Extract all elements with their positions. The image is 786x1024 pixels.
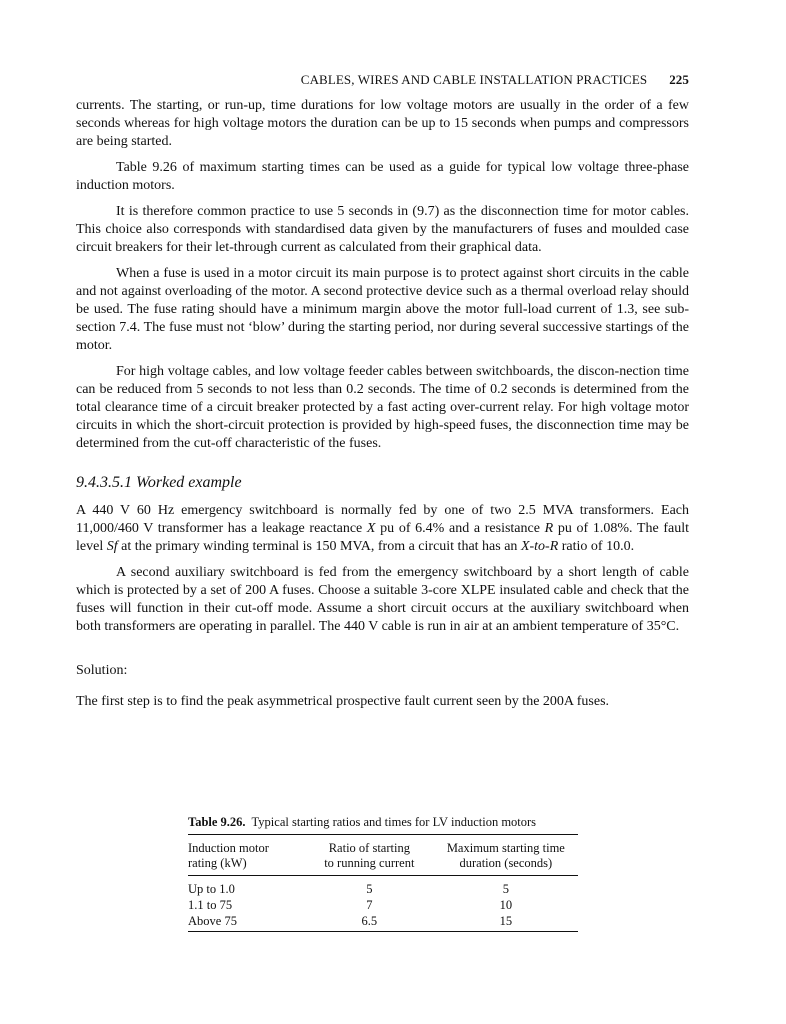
running-header (76, 72, 689, 88)
table-cell: 6.5 (305, 913, 434, 932)
paragraph-3: It is therefore common practice to use 5 seconds in (9.7) as the disconnection time for motor cables. This choice also corresponds with standardised data given by the manufacturers of fuses and moulded case circuit breakers for their let-through current as calculated from their graphical data. (76, 204, 689, 255)
var-x: X (366, 521, 376, 536)
page-number: 225 (669, 72, 689, 87)
table-cell: Up to 1.0 (188, 882, 235, 896)
paragraph-5: For high voltage cables, and low voltage feeder cables between switchboards, the discon-nection time can be reduced from 5 seconds to not less than 0.2 seconds. The time of 0.2 seconds is determined from the total clearance time of a circuit breaker protected by a fast acting over-current relay. For high voltage motor circuits in which the short-circuit protection is provided by high-speed fuses, the disconnection time may be determined from the cut-off characteristic of the fuses. (76, 364, 689, 451)
table-header-cell: Ratio of starting (305, 835, 434, 857)
table-caption (188, 815, 578, 830)
table-cell: 15 (434, 913, 578, 932)
table-row (188, 876, 578, 898)
table-cell: Above 75 (188, 913, 305, 932)
table-cell: 1.1 to 75 (188, 898, 233, 912)
page-body (76, 97, 689, 719)
table-header-cell: duration (seconds) (434, 856, 578, 876)
table-9-26 (188, 815, 578, 932)
paragraph-1: currents. The starting, or run-up, time durations for low voltage motors are usually in the order of a few seconds whereas for high voltage motors the duration can be up to 15 seconds when pumps and compressors are being started. (76, 98, 689, 149)
example-paragraph-2: A second auxiliary switchboard is fed from the emergency switchboard by a short length of cable which is protected by a set of 200 A fuses. Choose a suitable 3-core XLPE insulated cable and check that the fuses will function in their cut-off mode. Assume a short circuit occurs at the auxiliary switchboard when both transformers are operating in parallel. The 440 V cable is run in air at an ambient temperature of 35°C. (76, 565, 689, 634)
table-label: Table 9.26. (188, 815, 246, 829)
section-heading: 9.4.3.5.1 Worked example (76, 474, 242, 491)
table-row (188, 913, 578, 932)
table-cell: 5 (366, 882, 373, 896)
var-sf: Sf (106, 539, 118, 554)
table-cell: 10 (499, 898, 513, 912)
table-header-cell: Maximum starting time (434, 835, 578, 857)
table-cell: 5 (502, 882, 509, 896)
paragraph-4: When a fuse is used in a motor circuit its main purpose is to protect against short circuits in the cable and not against overloading of the motor. A second protective device such as a thermal overload relay should be used. The fuse rating should have a minimum margin above the motor full-load current of 1.3, see sub-section 7.4. The fuse must not ‘blow’ during the starting period, nor during several successive startings of the motor. (76, 266, 689, 353)
example-paragraph-1: A 440 V 60 Hz emergency switchboard is normally fed by one of two 2.5 MVA transformers. Each 11,000/460 V transformer has a leakage reactance X pu of 6.4% and a resistance R pu of 1.08%. The fault level Sf at the primary winding terminal is 150 MVA, from a circuit that has an X-to-R ratio of 10.0. (76, 503, 690, 554)
table-header-cell: to running current (305, 856, 434, 876)
paragraph-2: Table 9.26 of maximum starting times can be used as a guide for typical low voltage three-phase induction motors. (76, 160, 689, 193)
table-caption-text: Typical starting ratios and times for LV induction motors (251, 815, 537, 829)
table-header-row (188, 835, 578, 857)
table-header-row (188, 856, 578, 876)
running-title: CABLES, WIRES AND CABLE INSTALLATION PRACTICES (300, 72, 648, 87)
table-header-cell: Induction motor (188, 835, 305, 857)
table-row (188, 897, 578, 913)
table-cell: 7 (366, 898, 373, 912)
table-header-cell: rating (kW) (188, 856, 305, 876)
solution-text: The first step is to find the peak asymmetrical prospective fault current seen by the 200A fuses. (76, 694, 610, 709)
solution-label: Solution: (76, 663, 128, 678)
starting-times-table (188, 834, 578, 932)
var-r: R (544, 521, 554, 536)
var-x-to-r: X-to-R (520, 539, 559, 554)
